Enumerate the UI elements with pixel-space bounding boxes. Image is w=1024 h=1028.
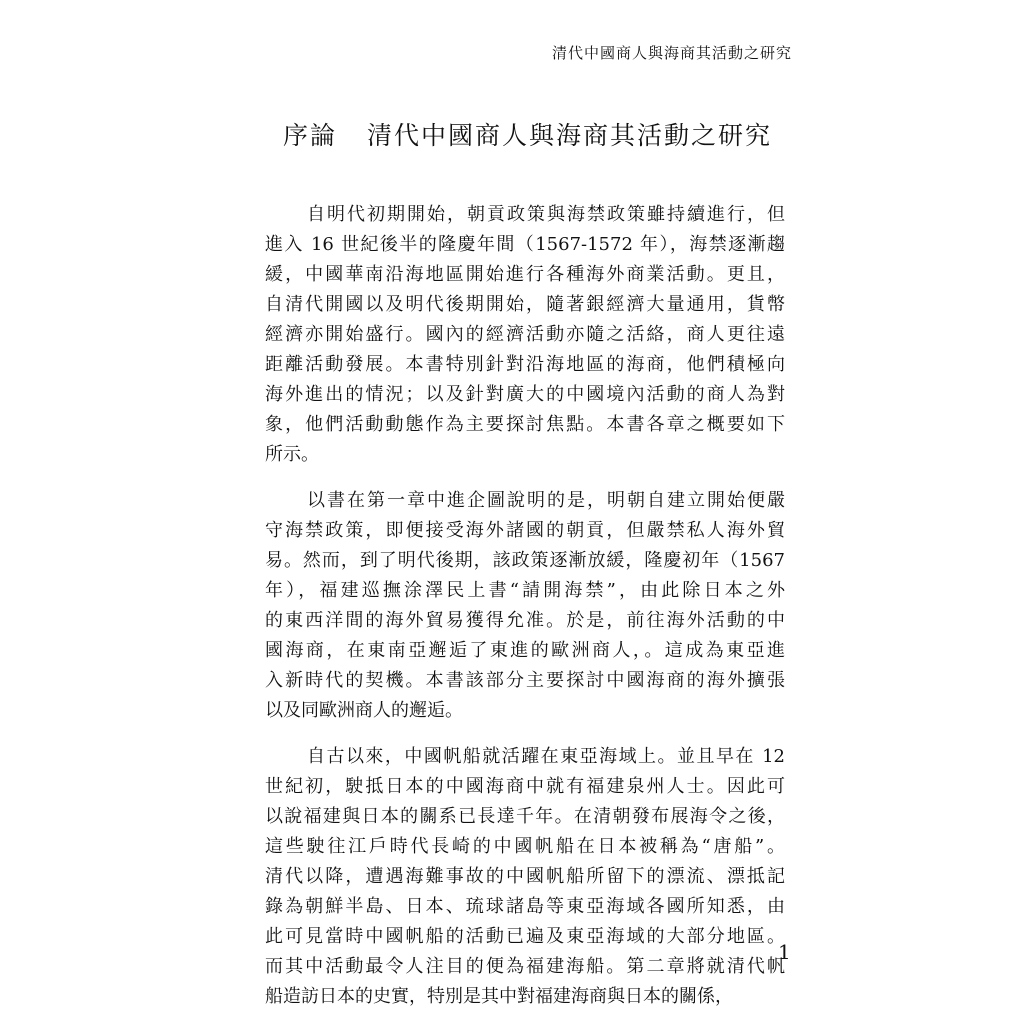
text-line: 的東西洋間的海外貿易獲得允准。於是，前往海外活動的中 [265, 610, 785, 631]
text-line: 而其中活動最令人注目的便為福建海船。第二章將就清代帆 [265, 956, 785, 977]
text-line: 所示。 [265, 444, 319, 465]
text-line: 此可見當時中國帆船的活動已遍及東亞海域的大部分地區。 [265, 926, 785, 947]
text-line: 船造訪日本的史實，特別是其中對福建海商與日本的關係， [265, 986, 733, 1007]
running-header: 清代中國商人與海商其活動之研究 [551, 44, 792, 62]
text-line: 海外進出的情況；以及針對廣大的中國境內活動的商人為對 [265, 384, 785, 405]
paragraph [265, 486, 785, 726]
text-line: 入新時代的契機。本書該部分主要探討中國海商的海外擴張 [265, 670, 785, 691]
body-text [265, 200, 785, 1028]
text-line: 以說福建與日本的關系已長達千年。在清朝發布展海令之後， [265, 806, 785, 827]
text-line: 經濟亦開始盛行。國內的經濟活動亦隨之活絡，商人更往遠 [265, 324, 785, 345]
text-line: 國海商，在東南亞邂逅了東進的歐洲商人，。這成為東亞進 [265, 640, 785, 661]
text-line: 年），福建巡撫涂澤民上書“請開海禁”，由此除日本之外 [265, 580, 785, 601]
paragraph [265, 200, 785, 470]
text-line: 易。然而，到了明代後期，該政策逐漸放緩，隆慶初年（1567 [265, 550, 785, 571]
text-line: 錄為朝鮮半島、日本、琉球諸島等東亞海域各國所知悉，由 [265, 896, 785, 917]
text-line: 進入 16 世紀後半的隆慶年間（1567-1572 年），海禁逐漸趨 [265, 234, 785, 255]
text-line: 距離活動發展。本書特別針對沿海地區的海商，他們積極向 [265, 354, 785, 375]
text-line: 這些駛往江戶時代長崎的中國帆船在日本被稱為“唐船”。 [265, 836, 785, 857]
text-line: 清代以降，遭遇海難事故的中國帆船所留下的漂流、漂抵記 [265, 866, 785, 887]
text-line: 世紀初，駛抵日本的中國海商中就有福建泉州人士。因此可 [265, 776, 785, 797]
chapter-title [283, 116, 772, 152]
text-line: 自明代初期開始，朝貢政策與海禁政策雖持續進行，但 [307, 204, 785, 225]
text-line: 以書在第一章中進企圖說明的是，明朝自建立開始便嚴 [307, 490, 785, 511]
text-line: 象，他們活動動態作為主要探討焦點。本書各章之概要如下 [265, 414, 785, 435]
paragraph [265, 742, 785, 1012]
text-line: 緩，中國華南沿海地區開始進行各種海外商業活動。更且， [265, 264, 785, 285]
text-line: 自古以來，中國帆船就活躍在東亞海域上。並且早在 12 [307, 746, 785, 767]
text-line: 守海禁政策，即便接受海外諸國的朝貢，但嚴禁私人海外貿 [265, 520, 785, 541]
chapter-title-main: 清代中國商人與海商其活動之研究 [367, 121, 773, 150]
page-number: 1 [778, 940, 791, 964]
text-line: 自清代開國以及明代後期開始，隨著銀經濟大量通用，貨幣 [265, 294, 785, 315]
text-line: 以及同歐洲商人的邂逅。 [265, 700, 463, 721]
chapter-title-prefix: 序論 [283, 121, 338, 150]
